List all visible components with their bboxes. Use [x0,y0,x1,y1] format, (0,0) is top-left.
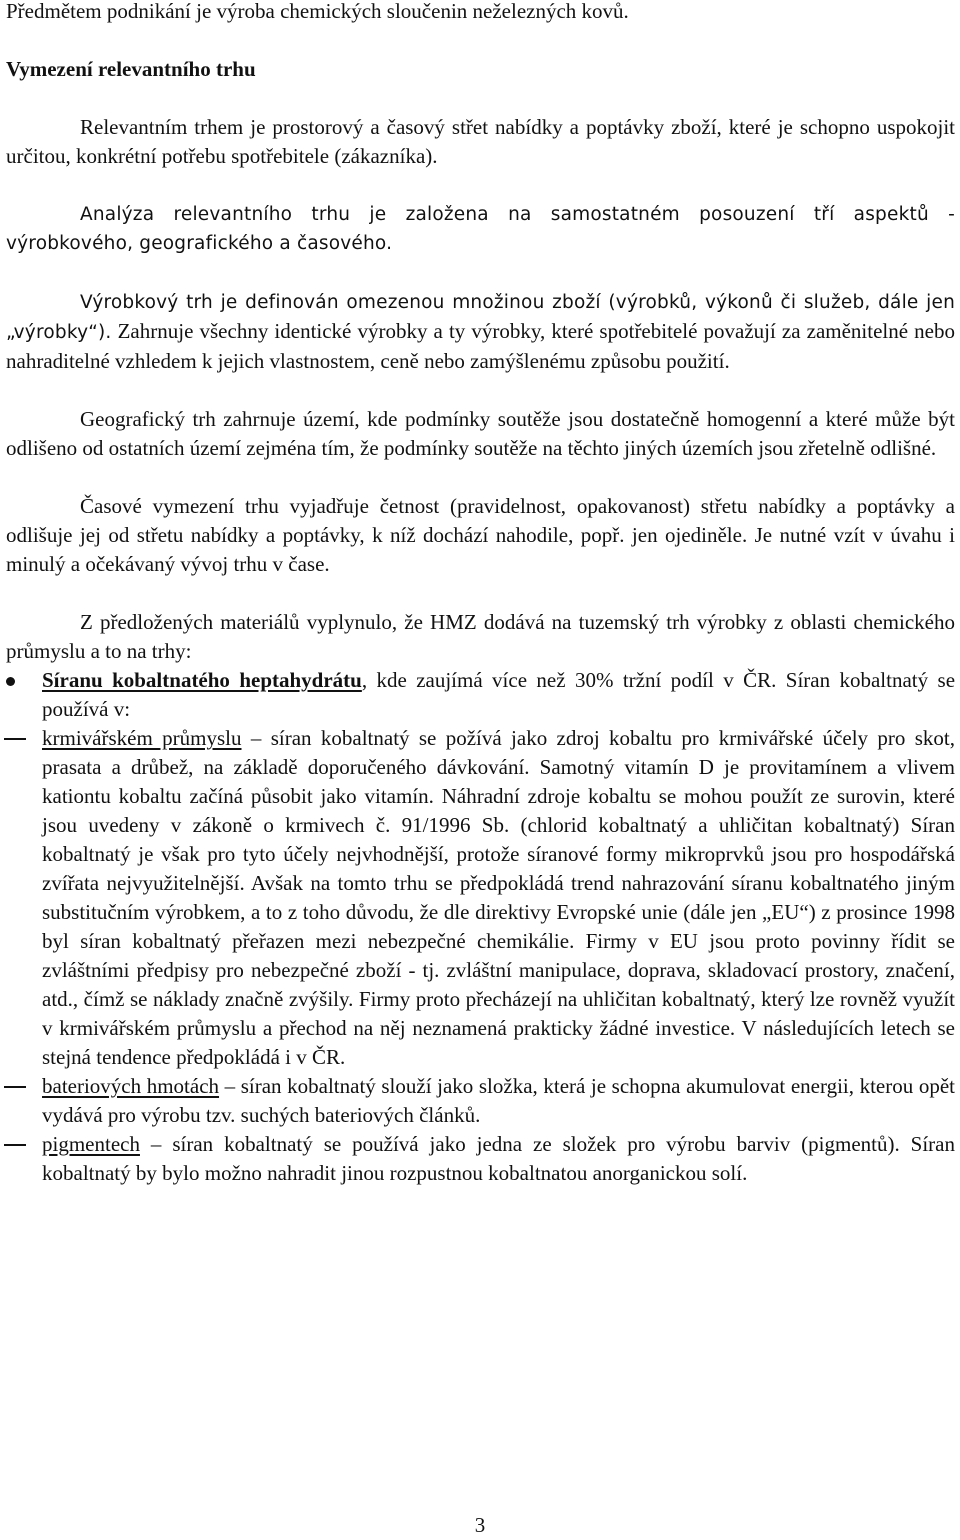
product-market-detail: Zahrnuje všechny identické výrobky a ty výrobky, které spotřebitelé považují za zaměnitelné nebo nahraditelné vzhledem k jejich vlastnostem, ceně nebo zamýšlenému způsobu použití. [6,319,955,373]
intro-paragraph: Předmětem podnikání je výroba chemických sloučenin neželezných kovů. [6,0,629,23]
dash-text: – síran kobaltnatý slouží jako složka, která je schopna akumulovat energii, kterou opět vydává pro výrobu tzv. suchých bateriových článků. [42,1074,955,1127]
section-heading: Vymezení relevantního trhu [6,57,256,81]
paragraph-product-market [6,287,955,376]
paragraph-analysis: Analýza relevantního trhu je založena na samostatném posouzení tří aspektů - výrobkového, geografického a časového. [6,204,955,254]
paragraph-geographic-market: Geografický trh zahrnuje území, kde podmínky soutěže jsou dostatečně homogenní a které může být odlišeno od ostatních území zejména tím, že podmínky soutěže na těchto jiných územích jsou zřetelně odlišné. [6,407,955,460]
dash-term: krmivářském průmyslu [42,726,242,750]
bullet-text: , kde zaujímá více než 30% tržní podíl v ČR. Síran kobaltnatý se používá v: [42,668,956,721]
dash-icon [4,1086,26,1088]
bullet-icon [6,677,15,686]
paragraph-materials: Z předložených materiálů vyplynulo, že HMZ dodává na tuzemský trh výrobky z oblasti chemického průmyslu a to na trhy: [6,610,955,663]
bullet-item [6,666,955,724]
dash-item-batteries [6,1072,955,1130]
dash-icon [4,1144,26,1146]
page-number: 3 [474,1513,486,1537]
document-page [6,0,955,1188]
paragraph-relevant-market: Relevantním trhem je prostorový a časový střet nabídky a poptávky zboží, které je schopno uspokojit určitou, konkrétní potřebu spotřebitele (zákazníka). [6,115,955,168]
paragraph-time-market: Časové vymezení trhu vyjadřuje četnost (pravidelnost, opakovanost) střetu nabídky a poptávky a odlišuje jej od střetu nabídky a poptávky, k níž dochází nahodile, popř. jen ojediněle. Je nutné vzít v úvahu i minulý a očekávaný vývoj trhu v čase. [6,494,955,576]
dash-icon [4,738,26,740]
dash-term: bateriových hmotách [42,1074,220,1098]
dash-term: pigmentech [42,1132,140,1156]
bullet-product-name: Síranu kobaltnatého heptahydrátu [42,668,362,692]
dash-text: – síran kobaltnatý se používá jako jedna ze složek pro výrobu barviv (pigmentů). Síran kobaltnatý by bylo možno nahradit jinou rozpustnou kobaltnatou anorganickou solí. [42,1132,955,1185]
dash-item-feed [6,724,955,1072]
product-market-definition: Výrobkový trh je definován omezenou množinou zboží (výrobků, výkonů či služeb, dále jen „výrobky“). [6,292,955,343]
dash-item-pigments [6,1130,955,1188]
dash-text: – síran kobaltnatý se požívá jako zdroj kobaltu pro krmivářské účely pro skot, prasata a drůbež, na základě doporučeného dávkování. Samotný vitamín D je provitamínem a vlivem kationtu kobaltu začíná působit jako vitamín. Náhradní zdroje kobaltu se mohou použít ze surovin, které jsou uvedeny v zákoně o krmivech č. 91/1996 Sb. (chlorid kobaltnatý a uhličitan kobaltnatý) Síran kobaltnatý je však pro tyto účely nejvhodnější, protože síranové formy mikroprvků jsou pro hospodářská zvířata nejvyužitelnější. Avšak na tomto trhu se předpokládá trend nahrazování síranu kobaltnatého jiným substitučním výrobkem, a to z toho důvodu, že dle direktivy Evropské unie (dále jen „EU“) z prosince 1998 byl síran kobaltnatý přeřazen mezi nebezpečné chemikálie. Firmy v EU jsou proto povinny řídit se zvláštními předpisy pro nebezpečné zboží - tj. zvláštní manipulace, doprava, skladovací prostory, značení, atd., čímž se náklady značně zvýšily. Firmy proto přecházejí na uhličitan kobaltnatý, který lze rovněž využít v krmivářském průmyslu a přechod na něj neznamená prakticky žádné investice. V následujících letech se stejná tendence předpokládá i v ČR. [42,726,956,1069]
